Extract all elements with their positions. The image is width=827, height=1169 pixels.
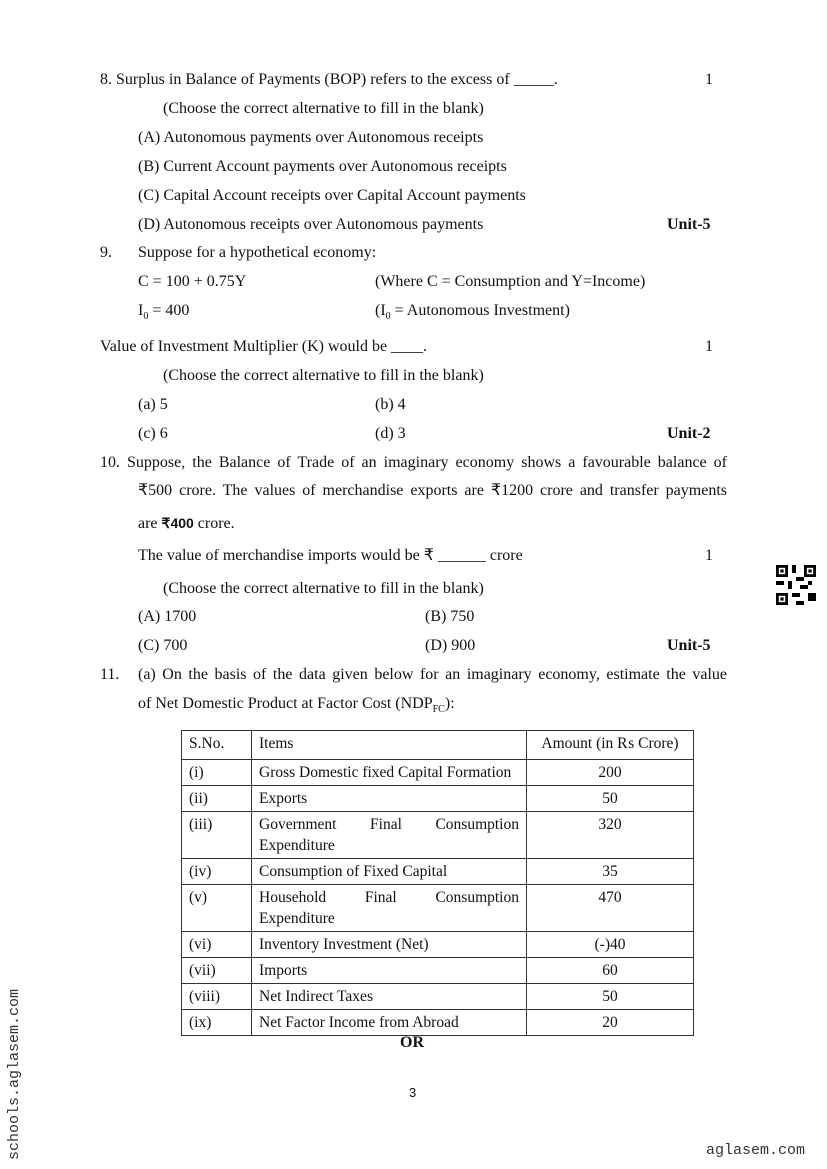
- q10-line1: 10. Suppose, the Balance of Trade of an imaginary economy shows a favourable balance of: [100, 454, 727, 471]
- q10-line3: are ₹400 crore.: [138, 515, 235, 532]
- q9-investment-note: ($I_0$ = Autonomous Investment): [375, 302, 570, 323]
- q9-option-a: (a) 5: [138, 396, 168, 413]
- q11-number: 11.: [100, 666, 120, 683]
- table-row: [182, 984, 694, 1010]
- qr-code-icon: [776, 565, 816, 605]
- row-amount: 50: [527, 786, 694, 812]
- q10-option-a: (A) 1700: [138, 608, 197, 625]
- watermark-bottom: aglasem.com: [706, 1142, 806, 1159]
- table-row: [182, 932, 694, 958]
- row-sno: (ix): [182, 1010, 252, 1036]
- q9-question: Value of Investment Multiplier (K) would be ____.: [100, 338, 428, 355]
- row-sno: (vii): [182, 958, 252, 984]
- row-sno: (iii): [182, 812, 252, 859]
- q8-option-a: (A) Autonomous payments over Autonomous receipts: [138, 129, 484, 146]
- data-table: [181, 730, 694, 1036]
- table-row: [182, 760, 694, 786]
- table-row: [182, 958, 694, 984]
- row-item: Inventory Investment (Net): [252, 932, 527, 958]
- q9-option-d: (d) 3: [375, 425, 406, 442]
- row-sno: (vi): [182, 932, 252, 958]
- q11-line2: of Net Domestic Product at Factor Cost $(NDP_{FC})$:: [138, 695, 455, 716]
- q9-instruction: (Choose the correct alternative to fill in the blank): [163, 367, 484, 384]
- row-item: Consumption of Fixed Capital: [252, 859, 527, 885]
- row-sno: (iv): [182, 859, 252, 885]
- q9-equation-consumption: C = 100 + 0.75Y: [138, 273, 247, 290]
- header-items: Items: [252, 731, 527, 760]
- q9-option-b: (b) 4: [375, 396, 406, 413]
- q8-instruction: (Choose the correct alternative to fill in the blank): [163, 100, 484, 117]
- q8-marks: 1: [705, 71, 713, 88]
- header-sno: S.No.: [182, 731, 252, 760]
- q8-option-d: (D) Autonomous receipts over Autonomous payments: [138, 216, 484, 233]
- table-row: [182, 812, 694, 859]
- page-number: 3: [409, 1085, 417, 1100]
- row-item: Exports: [252, 786, 527, 812]
- row-item: Gross Domestic fixed Capital Formation: [252, 760, 527, 786]
- q9-equation-investment: $I_0 = 400$: [138, 302, 190, 323]
- row-amount: 35: [527, 859, 694, 885]
- q9-option-c: (c) 6: [138, 425, 168, 442]
- table-row: [182, 885, 694, 932]
- row-sno: (ii): [182, 786, 252, 812]
- row-amount: 200: [527, 760, 694, 786]
- q9-number: 9.: [100, 244, 112, 261]
- table-header-row: [182, 731, 694, 760]
- or-label: OR: [400, 1034, 424, 1051]
- q11-line1: (a) On the basis of the data given below for an imaginary economy, estimate the value: [138, 666, 727, 683]
- header-amount: Amount (in ₨ Crore): [527, 731, 694, 760]
- row-item: Government Final Consumption Expenditure: [252, 812, 527, 859]
- row-amount: 20: [527, 1010, 694, 1036]
- watermark-side: schools.aglasem.com: [6, 988, 23, 1160]
- table-row: [182, 859, 694, 885]
- q10-unit: Unit-5: [667, 637, 711, 654]
- q10-marks: 1: [705, 547, 713, 564]
- q9-unit: Unit-2: [667, 425, 711, 442]
- q10-question: The value of merchandise imports would be ₹ ______ crore: [138, 547, 523, 564]
- row-amount: 50: [527, 984, 694, 1010]
- row-item: Net Indirect Taxes: [252, 984, 527, 1010]
- q9-text: Suppose for a hypothetical economy:: [138, 244, 377, 261]
- q9-marks: 1: [705, 338, 713, 355]
- row-sno: (i): [182, 760, 252, 786]
- table-row: [182, 786, 694, 812]
- table-row: [182, 1010, 694, 1036]
- q10-instruction: (Choose the correct alternative to fill in the blank): [163, 580, 484, 597]
- q10-option-d: (D) 900: [425, 637, 476, 654]
- row-sno: (v): [182, 885, 252, 932]
- row-amount: (-)40: [527, 932, 694, 958]
- row-item: Household Final Consumption Expenditure: [252, 885, 527, 932]
- row-item: Imports: [252, 958, 527, 984]
- q8-option-c: (C) Capital Account receipts over Capital Account payments: [138, 187, 526, 204]
- row-item: Net Factor Income from Abroad: [252, 1010, 527, 1036]
- q10-line2: ₹500 crore. The values of merchandise exports are ₹1200 crore and transfer payments: [138, 482, 727, 499]
- q8-unit: Unit-5: [667, 216, 711, 233]
- q10-option-c: (C) 700: [138, 637, 188, 654]
- row-amount: 470: [527, 885, 694, 932]
- q8-option-b: (B) Current Account payments over Autonomous receipts: [138, 158, 507, 175]
- row-amount: 60: [527, 958, 694, 984]
- q9-equation-note: (Where C = Consumption and Y=Income): [375, 273, 646, 290]
- q8-text: 8. Surplus in Balance of Payments (BOP) refers to the excess of _____.: [100, 71, 558, 88]
- row-amount: 320: [527, 812, 694, 859]
- q10-option-b: (B) 750: [425, 608, 475, 625]
- row-sno: (viii): [182, 984, 252, 1010]
